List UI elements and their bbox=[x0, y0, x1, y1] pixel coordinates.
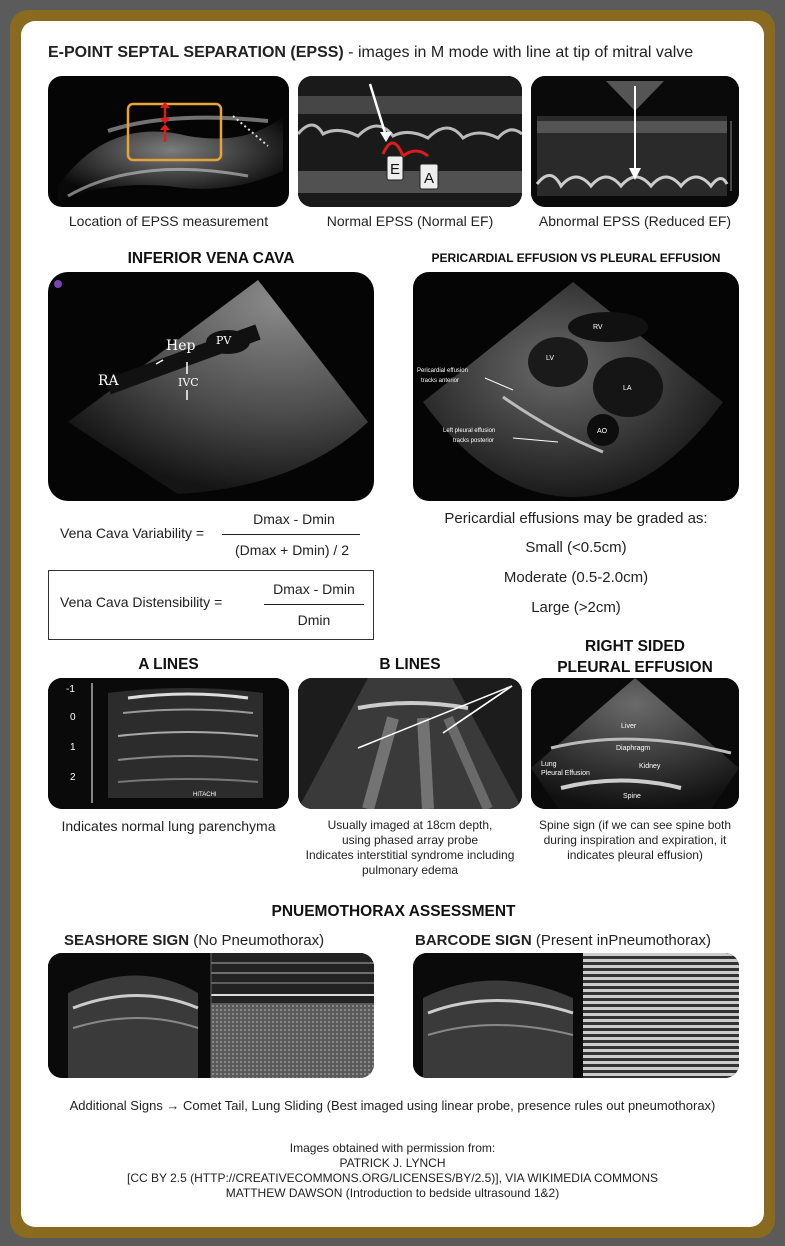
credits-line4: MATTHEW DAWSON (Introduction to bedside ultrasound 1&2) bbox=[225, 1186, 560, 1200]
pleural-caption-line3: indicates pleural effusion) bbox=[567, 848, 703, 862]
b-lines-caption-line4: pulmonary edema bbox=[361, 863, 459, 877]
b-lines-caption-line2: using phased array probe bbox=[341, 833, 479, 847]
pleural-effusion-image bbox=[531, 678, 739, 809]
b-lines-title: B LINES bbox=[379, 656, 441, 673]
credits bbox=[32, 1141, 753, 1201]
liver-label: Liver bbox=[621, 723, 637, 730]
pleural-title-line1: RIGHT SIDED bbox=[585, 638, 685, 655]
pleural-label-line1: Left pleural effusion bbox=[443, 428, 496, 434]
pleural-title-line2: PLEURAL EFFUSION bbox=[557, 659, 713, 676]
credits-line1: Images obtained with permission from: bbox=[289, 1141, 496, 1155]
pleural-caption bbox=[527, 818, 743, 863]
b-lines-caption bbox=[290, 818, 530, 878]
b-lines-caption-line1: Usually imaged at 18cm depth, bbox=[327, 818, 493, 832]
a-lines-scale-1: 1 bbox=[70, 742, 76, 753]
a-wave-label: A bbox=[423, 170, 435, 187]
additional-signs: Additional Signs → Comet Tail, Lung Sliding (Best imaged using linear probe, presence rules out pneumothorax) bbox=[69, 1098, 716, 1113]
variability-label: Vena Cava Variability = bbox=[60, 525, 205, 541]
epss-location-image bbox=[48, 76, 289, 207]
a-lines-scale-0: 0 bbox=[70, 712, 76, 723]
seashore-image bbox=[48, 953, 374, 1078]
distensibility-numerator: Dmax - Dmin bbox=[273, 581, 355, 597]
a-lines-device-label: HITACHI bbox=[193, 792, 217, 798]
a-lines-caption: Indicates normal lung parenchyma bbox=[61, 818, 276, 834]
grade-small: Small (<0.5cm) bbox=[525, 539, 627, 556]
epss-caption-1: Location of EPSS measurement bbox=[68, 213, 269, 229]
seashore-heading bbox=[64, 932, 324, 949]
credits-line3: [CC BY 2.5 (HTTP://CREATIVECOMMONS.ORG/LICENSES/BY/2.5)], VIA WIKIMEDIA COMMONS bbox=[127, 1171, 658, 1185]
distensibility-label: Vena Cava Distensibility = bbox=[60, 594, 223, 610]
distensibility-fraction-bar bbox=[264, 604, 364, 605]
barcode-subtitle: (Present inPneumothorax) bbox=[531, 932, 711, 949]
barcode-heading bbox=[415, 932, 711, 949]
hep-label: Hep bbox=[166, 338, 196, 354]
grading-intro: Pericardial effusions may be graded as: bbox=[444, 510, 708, 527]
lv-label: LV bbox=[546, 355, 555, 362]
a-lines-scale-m1: -1 bbox=[66, 684, 75, 695]
kidney-label: Kidney bbox=[639, 763, 661, 770]
rv-label: RV bbox=[593, 324, 603, 331]
e-wave-label: E bbox=[389, 161, 401, 178]
ivc-title: INFERIOR VENA CAVA bbox=[127, 250, 295, 267]
pv-label: PV bbox=[216, 334, 232, 347]
barcode-image bbox=[413, 953, 739, 1078]
pleural-label-line2: tracks posterior bbox=[453, 438, 495, 444]
ra-label: RA bbox=[98, 373, 119, 389]
epss-caption-2: Normal EPSS (Normal EF) bbox=[326, 213, 494, 229]
ao-label: AO bbox=[597, 428, 608, 435]
distensibility-denominator: Dmin bbox=[297, 612, 331, 628]
seashore-title: SEASHORE SIGN bbox=[64, 932, 190, 949]
grade-large: Large (>2cm) bbox=[531, 599, 621, 616]
ivc-image bbox=[48, 272, 374, 501]
epss-caption-3: Abnormal EPSS (Reduced EF) bbox=[538, 213, 732, 229]
diaphragm-label: Diaphragm bbox=[616, 745, 651, 752]
b-lines-image bbox=[298, 678, 522, 809]
pericardial-image bbox=[413, 272, 739, 501]
abnormal-epss-image bbox=[531, 76, 739, 207]
a-lines-title: A LINES bbox=[138, 656, 199, 673]
pneumothorax-title: PNUEMOTHORAX ASSESSMENT bbox=[271, 903, 516, 920]
variability-fraction-bar bbox=[222, 534, 360, 535]
variability-denominator: (Dmax + Dmin) / 2 bbox=[235, 542, 349, 558]
epss-subtitle: - images in M mode with line at tip of mitral valve bbox=[343, 44, 694, 61]
barcode-title: BARCODE SIGN bbox=[415, 932, 532, 949]
pleural-effusion-label: Pleural Effusion bbox=[541, 770, 590, 777]
epss-title: E-POINT SEPTAL SEPARATION (EPSS) bbox=[48, 44, 344, 61]
credits-line2: PATRICK J. LYNCH bbox=[339, 1156, 446, 1170]
pericardial-title: PERICARDIAL EFFUSION VS PLEURAL EFFUSION bbox=[431, 251, 721, 265]
pleural-caption-line1: Spine sign (if we can see spine both bbox=[538, 818, 732, 832]
a-lines-scale-2: 2 bbox=[70, 772, 76, 783]
pericardial-label-line2: tracks anterior bbox=[421, 378, 460, 384]
pericardial-label-line1: Pericardial effusion bbox=[417, 368, 468, 374]
b-lines-caption-line3: Indicates interstitial syndrome including bbox=[305, 848, 515, 862]
a-lines-image bbox=[48, 678, 289, 809]
spine-label: Spine bbox=[623, 793, 641, 800]
pleural-caption-line2: during inspiration and expiration, it bbox=[543, 833, 727, 847]
variability-numerator: Dmax - Dmin bbox=[253, 511, 335, 527]
epss-heading bbox=[48, 44, 748, 62]
seashore-subtitle: (No Pneumothorax) bbox=[189, 932, 325, 949]
grade-moderate: Moderate (0.5-2.0cm) bbox=[503, 569, 649, 586]
normal-epss-image bbox=[298, 76, 522, 207]
lung-label: Lung bbox=[541, 761, 557, 768]
la-label: LA bbox=[623, 385, 632, 392]
ivc-label: IVC bbox=[178, 376, 199, 389]
